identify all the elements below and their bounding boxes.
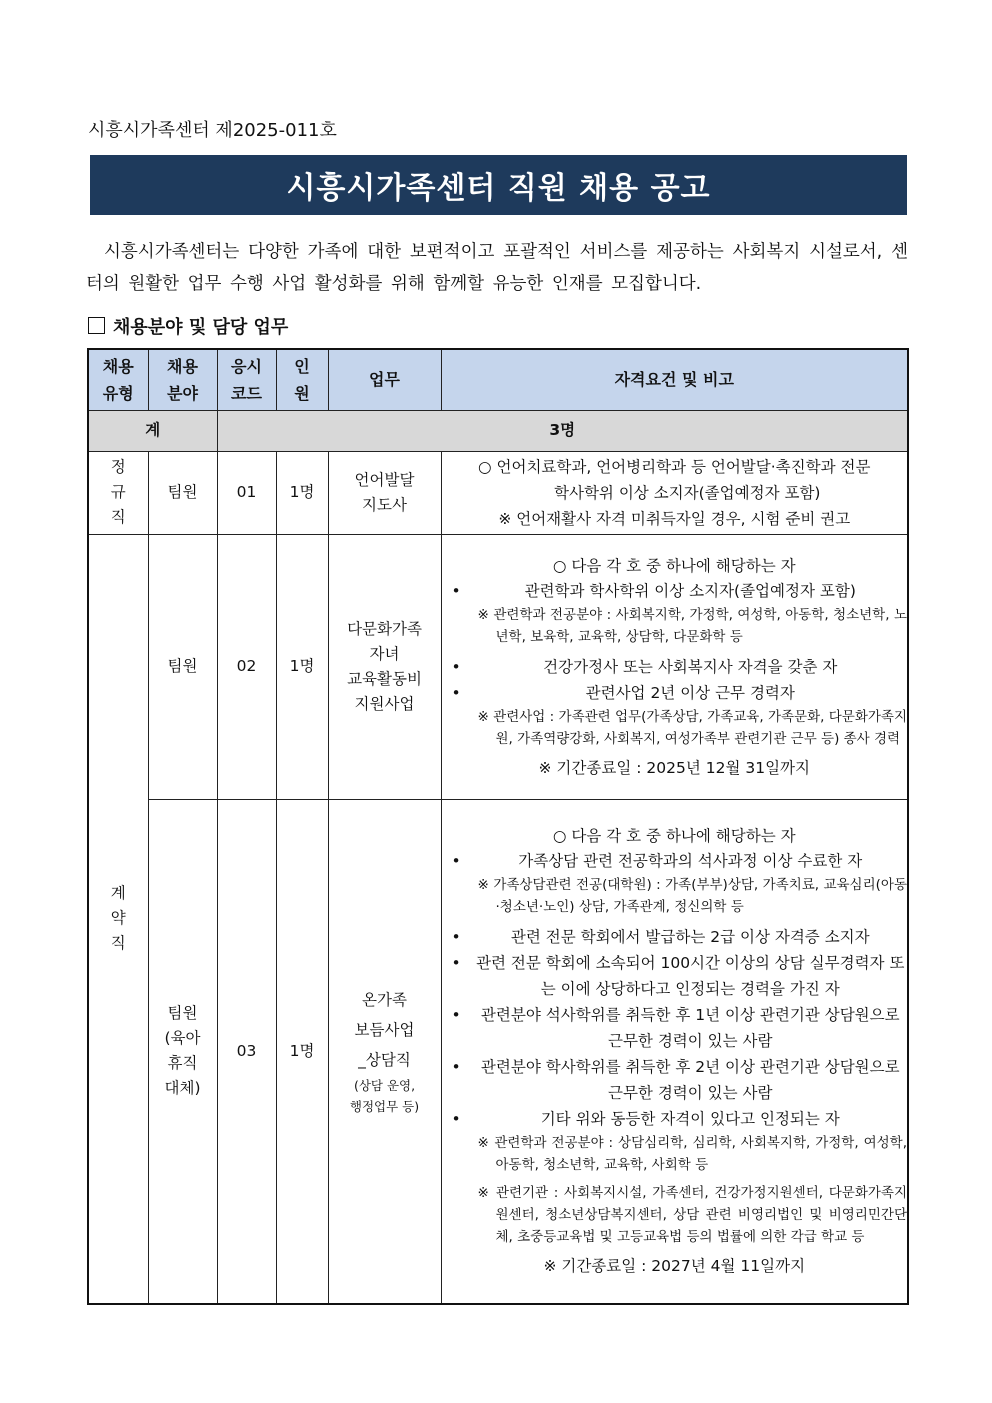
field-cell: 팀원	[148, 451, 217, 534]
field-cell: 팀원 (육아 휴직 대체)	[148, 799, 217, 1304]
requirements-cell: ○ 언어치료학과, 언어병리학과 등 언어발달·촉진학과 전문 학사학위 이상 소지자(졸업예정자 포함) ※ 언어재활사 자격 미취득자일 경우, 시험 준비 권고	[441, 451, 908, 534]
header-count: 인 원	[276, 349, 328, 410]
section-heading-text: 채용분야 및 담당 업무	[113, 317, 289, 338]
table-row	[88, 451, 908, 534]
count-cell: 1명	[276, 451, 328, 534]
header-requirements: 자격요건 및 비고	[441, 349, 908, 410]
duty-cell: 언어발달 지도사	[328, 451, 441, 534]
count-cell: 1명	[276, 534, 328, 799]
requirements-cell: ○ 다음 각 호 중 하나에 해당하는 자 • 가족상담 관련 전공학과의 석사과정 이상 수료한 자 ※ 가족상담관련 전공(대학원) : 가족(부부)상담, 가족치료, 교육심리(아동·청소년·노인) 상담, 가족관계, 정신의학 등 • 관련 전문 학회에서 발급하는 2급 이상 자격증 소지자 • 관련 전문 학회에 소속되어 100시간 이상의 상담 실무경력자 또는 이에 상당하다고 인정되는 경력을 가진 자 • 관련분야 석사학위를 취득한 후 1년 이상 관련기관 상담원으로 근무한 경력이 있는 사람 • 관련분야 학사학위를 취득한 후 2년 이상 관련기관 상담원으로 근무한 경력이 있는 사람 • 기타 위와 동등한 자격이 있다고 인정되는 자 ※ 관련학과 전공분야 : 상담심리학, 심리학, 사회복지학, 가정학, 여성학, 아동학, 청소년학, 교육학, 사회학 등 ※ 관련기관 : 사회복지시설, 가족센터, 건강가정지원센터, 다문화가족지원센터, 청소년상담복지센터, 상담 관련 비영리법인 및 비영리민간단체, 초중등교육법 및 고등교육법 등의 법률에 의한 각급 학교 등 ※ 기간종료일 : 2027년 4월 11일까지	[441, 799, 908, 1304]
checkbox-square-icon	[88, 317, 105, 334]
header-field: 채용 분야	[148, 349, 217, 410]
intro-paragraph: 시흥시가족센터는 다양한 가족에 대한 보편적이고 포괄적인 서비스를 제공하는 사회복지 시설로서, 센터의 원활한 업무 수행 사업 활성화를 위해 함께할 유능한 인재를 모집합니다.	[86, 242, 908, 294]
header-code: 응시 코드	[217, 349, 276, 410]
table-header-row	[88, 349, 908, 410]
total-value: 3명	[217, 410, 908, 451]
recruitment-table	[87, 348, 909, 1305]
page-title: 시흥시가족센터 직원 채용 공고	[90, 155, 907, 215]
code-cell: 01	[217, 451, 276, 534]
total-label: 계	[88, 410, 217, 451]
code-cell: 02	[217, 534, 276, 799]
section-heading	[88, 313, 288, 339]
type-regular: 정 규 직	[88, 451, 148, 534]
document-number: 시흥시가족센터 제2025-011호	[88, 120, 337, 141]
field-cell: 팀원	[148, 534, 217, 799]
total-row	[88, 410, 908, 451]
duty-cell: 다문화가족 자녀 교육활동비 지원사업	[328, 534, 441, 799]
count-cell: 1명	[276, 799, 328, 1304]
code-cell: 03	[217, 799, 276, 1304]
duty-cell: 온가족 보듬사업 _상담직 (상담 운영, 행정업무 등)	[328, 799, 441, 1304]
table-row	[88, 534, 908, 799]
header-duty: 업무	[328, 349, 441, 410]
requirements-cell: ○ 다음 각 호 중 하나에 해당하는 자 • 관련학과 학사학위 이상 소지자(졸업예정자 포함) ※ 관련학과 전공분야 : 사회복지학, 가정학, 여성학, 아동학, 청소년학, 노년학, 보육학, 교육학, 상담학, 다문화학 등 • 건강가정사 또는 사회복지사 자격을 갖춘 자 • 관련사업 2년 이상 근무 경력자 ※ 관련사업 : 가족관련 업무(가족상담, 가족교육, 가족문화, 다문화가족지원, 가족역량강화, 사회복지, 여성가족부 관련기관 근무 등) 종사 경력 ※ 기간종료일 : 2025년 12월 31일까지	[441, 534, 908, 799]
type-contract: 계 약 직	[88, 534, 148, 1304]
table-row	[88, 799, 908, 1304]
header-type: 채용 유형	[88, 349, 148, 410]
